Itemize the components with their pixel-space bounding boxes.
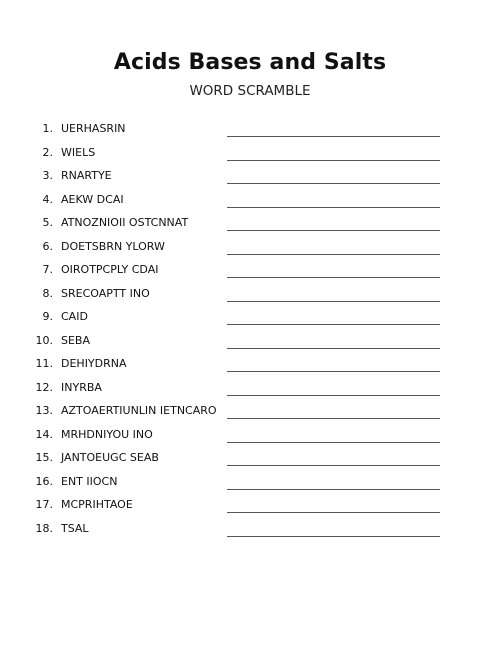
list-item	[0, 424, 500, 448]
item-number: 5.	[42, 216, 53, 229]
list-item	[0, 330, 500, 354]
answer-line	[227, 371, 440, 372]
item-number: 11.	[35, 357, 53, 370]
scrambled-word: AEKW DCAI	[61, 192, 124, 206]
scrambled-word: DOETSBRN YLORW	[61, 239, 165, 253]
list-item	[0, 377, 500, 401]
item-number: 10.	[35, 333, 53, 347]
list-item	[0, 259, 500, 283]
answer-line	[227, 465, 440, 466]
answer-line	[227, 324, 440, 325]
scrambled-word: SEBA	[61, 333, 91, 347]
item-number: 7.	[42, 263, 53, 276]
item-number: 4.	[42, 192, 53, 206]
scrambled-word: AZTOAERTIUNLIN IETNCARO	[61, 404, 217, 417]
item-number: 6.	[42, 239, 53, 253]
answer-line	[227, 254, 440, 255]
answer-line	[227, 230, 440, 231]
scrambled-word: ENT IIOCN	[61, 474, 118, 488]
item-number: 9.	[42, 310, 53, 323]
list-item	[0, 400, 500, 424]
list-item	[0, 118, 500, 142]
answer-line	[227, 207, 440, 208]
scrambled-word: INYRBA	[61, 380, 102, 394]
list-item	[0, 447, 500, 471]
answer-line	[227, 160, 440, 161]
scrambled-word: DEHIYDRNA	[61, 357, 127, 370]
item-number: 3.	[42, 169, 53, 182]
answer-line	[227, 136, 440, 137]
item-number: 13.	[35, 404, 53, 417]
item-number: 14.	[35, 427, 53, 441]
scrambled-word: UERHASRIN	[61, 122, 126, 135]
answer-line	[227, 348, 440, 349]
item-number: 18.	[35, 521, 53, 535]
scrambled-word: WIELS	[61, 145, 96, 159]
list-item	[0, 471, 500, 495]
scrambled-word: OIROTPCPLY CDAI	[61, 263, 159, 276]
answer-line	[227, 418, 440, 419]
list-item	[0, 306, 500, 330]
list-item	[0, 518, 500, 542]
answer-line	[227, 442, 440, 443]
scrambled-word: TSAL	[61, 521, 89, 535]
item-number: 8.	[42, 286, 53, 300]
list-item	[0, 353, 500, 377]
answer-line	[227, 536, 440, 537]
list-item	[0, 236, 500, 260]
list-item	[0, 165, 500, 189]
scrambled-word: RNARTYE	[61, 169, 112, 182]
scrambled-word: CAID	[61, 310, 88, 323]
list-item	[0, 283, 500, 307]
item-number: 12.	[35, 380, 53, 394]
page-title: Acids Bases and Salts	[113, 50, 387, 75]
item-number: 16.	[35, 474, 53, 488]
scrambled-word: SRECOAPTT INO	[61, 286, 150, 300]
answer-line	[227, 301, 440, 302]
answer-line	[227, 395, 440, 396]
list-item	[0, 142, 500, 166]
item-number: 17.	[35, 498, 53, 511]
scrambled-word: MRHDNIYOU INO	[61, 427, 153, 441]
item-number: 2.	[42, 145, 53, 159]
list-item	[0, 189, 500, 213]
answer-line	[227, 183, 440, 184]
list-item	[0, 212, 500, 236]
item-number: 1.	[42, 122, 53, 135]
item-number: 15.	[35, 451, 53, 464]
answer-line	[227, 277, 440, 278]
scrambled-word: MCPRIHTAOE	[61, 498, 133, 511]
answer-line	[227, 489, 440, 490]
scrambled-word: ATNOZNIOII OSTCNNAT	[61, 216, 189, 229]
answer-line	[227, 512, 440, 513]
list-item	[0, 494, 500, 518]
word-scramble-list	[0, 118, 500, 541]
scrambled-word: JANTOEUGC SEAB	[61, 451, 159, 464]
page-subtitle: WORD SCRAMBLE	[189, 83, 311, 99]
